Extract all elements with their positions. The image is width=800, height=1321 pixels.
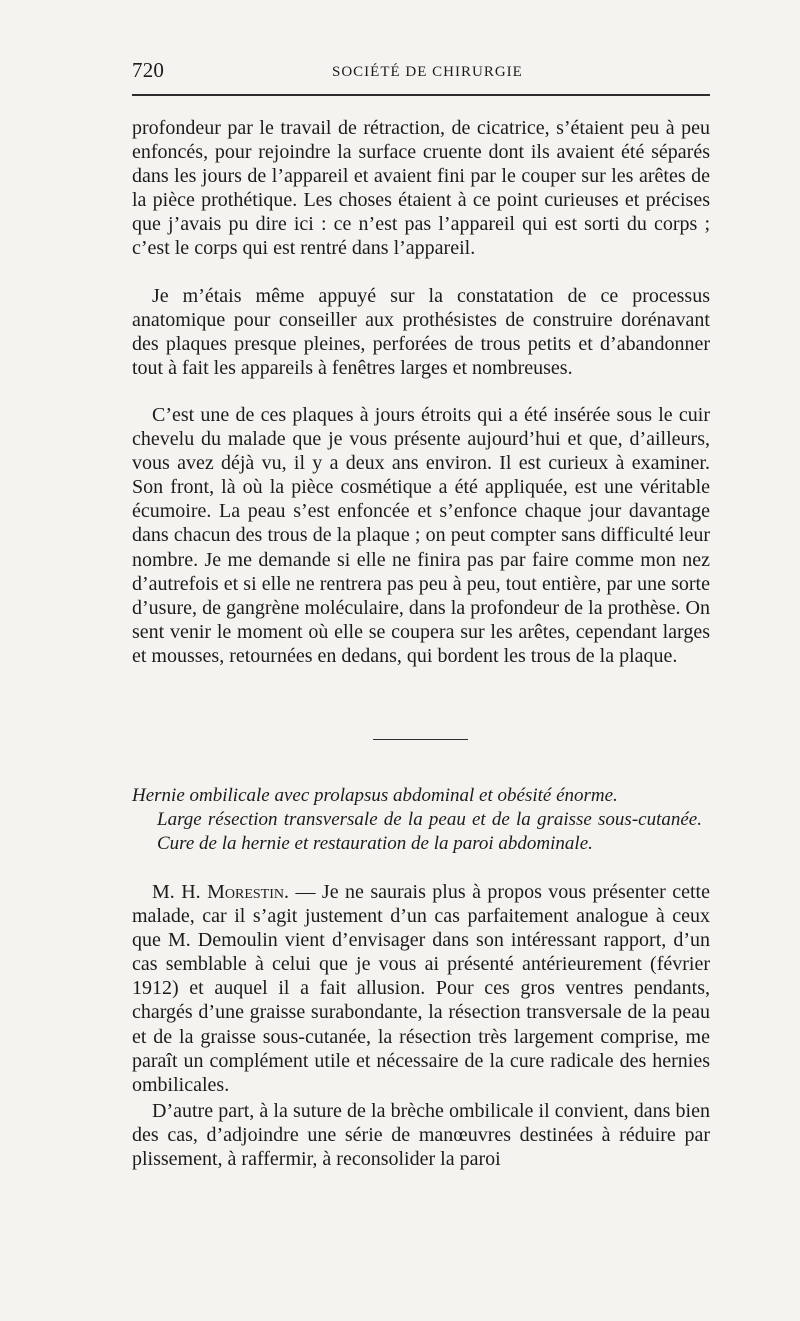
page-number: 720 [132, 58, 165, 82]
speaker-prefix: M. H. [152, 881, 208, 903]
section-title-continuation: Large résection transversale de la peau et de la graisse sous-cutanée. Cure de la hernie et restauration de la paroi abdominale. [157, 809, 702, 854]
paragraph-morestin [132, 880, 710, 1097]
section-separator [373, 739, 468, 740]
header-rule [132, 94, 710, 96]
paragraph-patient-plate: C’est une de ces plaques à jours étroits qui a été insérée sous le cuir chevelu du malade que je vous présente aujourd’hui et que, d’ailleurs, vous avez déjà vu, il y a deux ans environ. Il est curieux à examiner. Son front, là où la pièce cosmétique a été appliquée, est une véritable écumoire. La peau s’est enfoncée et s’enfonce chaque jour davantage dans chacun des trous de la plaque ; on peut compter sans difficulté leur nombre. Je me demande si elle ne finira pas par faire comme mon nez d’autrefois et si elle ne rentrera pas peu à peu, tout entière, par une sorte d’usure, de gangrène moléculaire, dans la profondeur de la prothèse. On sent venir le moment où elle se coupera sur les arêtes, cependant larges et mousses, retournées en dedans, qui bordent les trous de la plaque. [132, 404, 710, 667]
speaker-name: Morestin. [207, 881, 290, 903]
running-title: SOCIÉTÉ DE CHIRURGIE [332, 64, 523, 80]
speaker-speech: Je ne saurais plus à propos vous présenter cette malade, car il s’agit justement d’un cas parfaitement analogue à ceux que M. Demoulin vient d’envisager dans son intéressant rapport, d’un cas semblable à celui que je vous ai présenté antérieurement (février 1912) et auquel il a fait allusion. Pour ces gros ventres pendants, chargés d’une graisse surabondante, la résection transversale de la peau et de la graisse sous-cutanée, la résection très largement comprise, me paraît un complément utile et nécessaire de la cure radicale des hernies ombilicales. [132, 881, 710, 1096]
section-title [132, 784, 702, 856]
paragraph-prosthetists: Je m’étais même appuyé sur la constatation de ce processus anatomique pour conseiller aux prothésistes de construire dorénavant des plaques presque pleines, perforées de trous petits et d’abandonner tout à fait les appareils à fenêtres larges et nombreuses. [132, 285, 710, 380]
paragraph-final: D’autre part, à la suture de la brèche ombilicale il convient, dans bien des cas, d’adjoindre une série de manœuvres destinées à réduire par plissement, à raffermir, à reconsolider la paroi [132, 1100, 710, 1171]
speaker-dash: — [289, 881, 322, 903]
paragraph-continuation: profondeur par le travail de rétraction, de cicatrice, s’étaient peu à peu enfoncés, pour rejoindre la surface cruente dont ils avaient été séparés dans les jours de l’appareil et avaient fini par le couper sur les arêtes de la pièce prothétique. Les choses étaient à ce point curieuses et précises que j’avais pu dire ici : ce n’est pas l’appareil qui est sorti du corps ; c’est le corps qui est rentré dans l’appareil. [132, 117, 710, 260]
section-title-line-1: Hernie ombilicale avec prolapsus abdominal et obésité énorme. [132, 785, 618, 806]
page-header [132, 58, 710, 86]
